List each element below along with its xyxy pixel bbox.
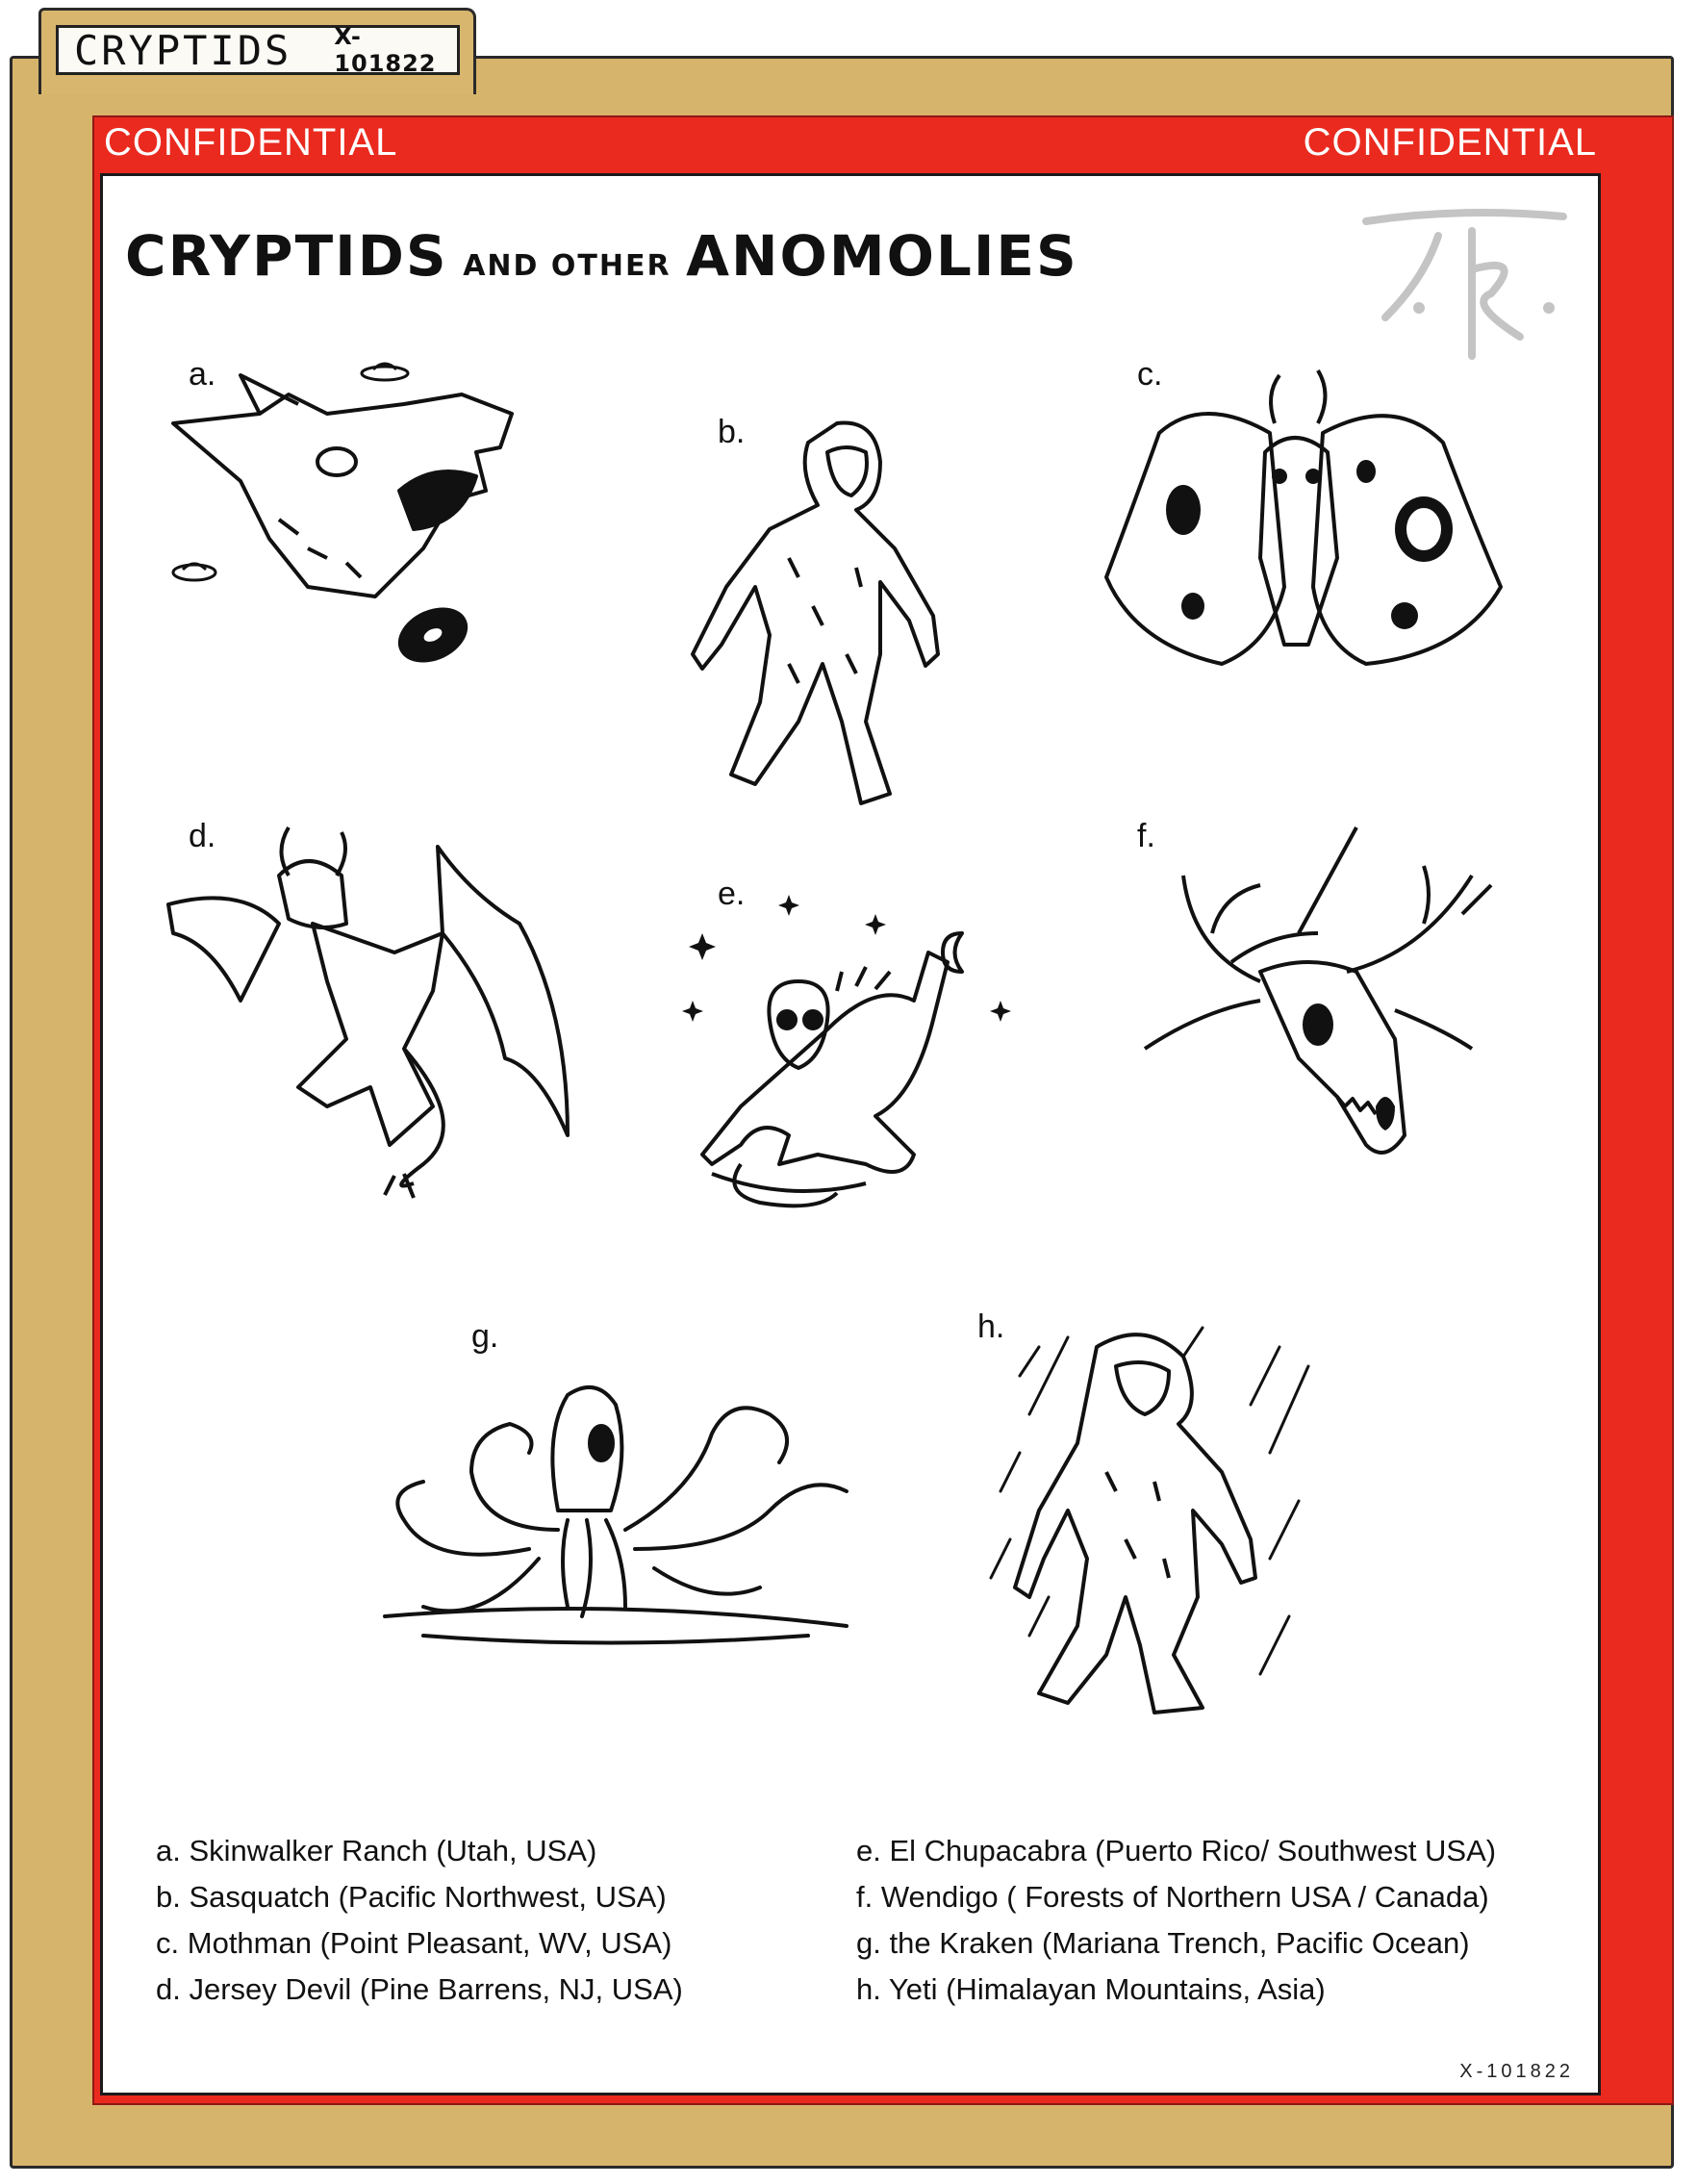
illustration-g — [366, 1318, 866, 1684]
illustration-letter: a. — [189, 356, 216, 393]
page-title — [125, 223, 1078, 289]
legend-item: c. Mothman (Point Pleasant, WV, USA) — [156, 1926, 672, 1960]
illustration-letter: c. — [1137, 356, 1163, 393]
illustration-letter: d. — [189, 818, 216, 854]
legend-item: f. Wendigo ( Forests of Northern USA / Canada) — [856, 1880, 1489, 1914]
sasquatch-icon — [673, 414, 962, 818]
illustration-d — [154, 818, 577, 1203]
illustration-letter: f. — [1137, 818, 1155, 854]
tab-title: CRYPTIDS — [74, 26, 292, 74]
confidential-banner-left: CONFIDENTIAL — [104, 121, 398, 164]
legend-item: d. Jersey Devil (Pine Barrens, NJ, USA) — [156, 1972, 683, 2006]
illustration-e — [673, 876, 1039, 1251]
confidential-banner-right: CONFIDENTIAL — [1303, 121, 1597, 164]
wolf-head-with-ufos-icon — [154, 356, 558, 664]
illustration-b — [673, 414, 962, 818]
illustration-h — [962, 1308, 1347, 1722]
illustration-letter: b. — [718, 414, 746, 450]
title-part-anomolies: ANOMOLIES — [686, 223, 1078, 289]
mothman-icon — [1077, 356, 1520, 683]
title-part-cryptids: CRYPTIDS — [125, 223, 448, 289]
kraken-icon — [366, 1318, 866, 1684]
illustration-c — [1077, 356, 1520, 683]
chupacabra-icon — [673, 876, 1039, 1251]
legend-item: e. El Chupacabra (Puerto Rico/ Southwest USA) — [856, 1834, 1497, 1867]
document-code: X-101822 — [1459, 2061, 1574, 2082]
tab-code: X-101822 — [334, 23, 437, 77]
illustration-a — [154, 356, 558, 664]
legend-column-left — [156, 1828, 683, 2013]
legend-item: b. Sasquatch (Pacific Northwest, USA) — [156, 1880, 667, 1914]
illustration-letter: e. — [718, 876, 746, 912]
illustration-f — [1106, 818, 1510, 1203]
artist-monogram-icon — [1356, 202, 1578, 366]
legend-item: h. Yeti (Himalayan Mountains, Asia) — [856, 1972, 1326, 2006]
jersey-devil-icon — [154, 818, 577, 1203]
legend-item: g. the Kraken (Mariana Trench, Pacific Ocean) — [856, 1926, 1470, 1960]
legend-item: a. Skinwalker Ranch (Utah, USA) — [156, 1834, 597, 1867]
yeti-icon — [962, 1308, 1347, 1722]
wendigo-skull-icon — [1106, 818, 1510, 1203]
legend-column-right — [856, 1828, 1496, 2013]
title-part-and-other: AND OTHER — [463, 249, 671, 283]
folder-tab-label — [56, 25, 460, 75]
illustration-letter: g. — [471, 1318, 499, 1355]
illustration-letter: h. — [977, 1308, 1005, 1345]
